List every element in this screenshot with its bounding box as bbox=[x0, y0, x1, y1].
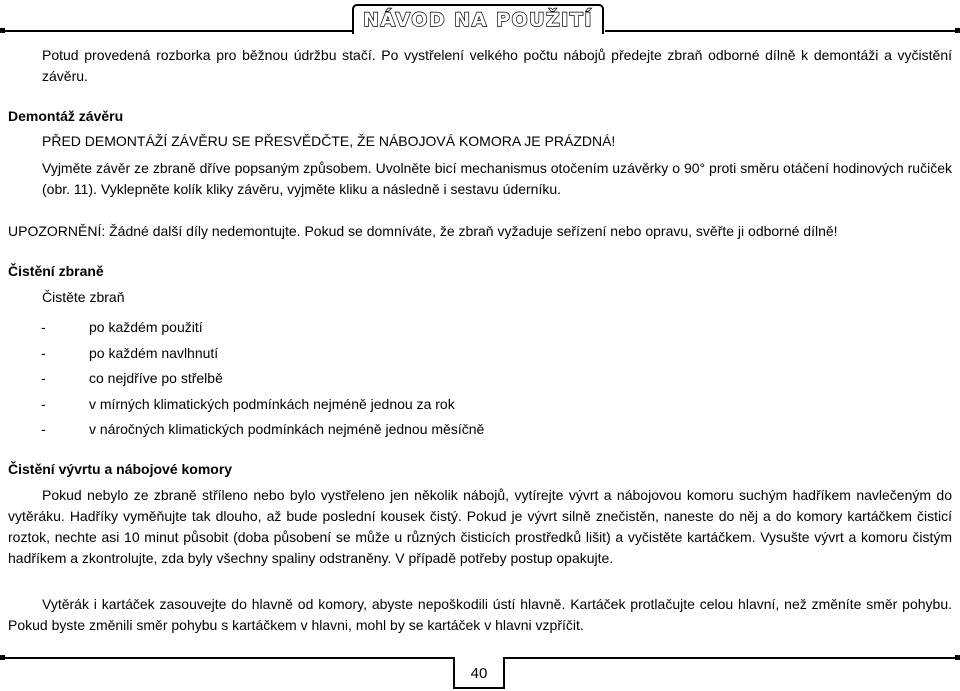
footer-marker-right bbox=[955, 655, 960, 660]
footer-rule-right bbox=[505, 657, 960, 659]
disassembly-instructions: Vyjměte závěr ze zbraně dříve popsaným způsobem. Uvolněte bicí mechanismus otočením uzávěrky o 90° proti směru otáčení hodinových ručiček (obr. 11). Vyklepněte kolík kliky závěru, vyjměte kliku a následně i sestavu úderníku. bbox=[42, 160, 952, 197]
list-item: po každém navlhnutí bbox=[89, 345, 219, 361]
list-bullet: - bbox=[41, 370, 46, 386]
header-title: NÁVOD NA POUŽITÍ bbox=[352, 4, 604, 34]
header-rule-left bbox=[0, 30, 355, 32]
bore-cleaning-paragraph-2: Vytěrák i kartáček zasouvejte do hlavně od komory, abyste nepoškodili ústí hlavně. Kartáček protlačujte celou hlavní, než změníte směr pohybu. Pokud byste změnili směr pohybu s kartáčkem v hlavni, mohl by se kartáček v hlavni vzpříčit. bbox=[8, 596, 952, 633]
section-heading-bore-cleaning: Čistění vývrtu a nábojové komory bbox=[8, 461, 233, 477]
list-item: co nejdříve po střelbě bbox=[89, 370, 223, 386]
list-bullet: - bbox=[41, 345, 46, 361]
list-bullet: - bbox=[41, 396, 46, 412]
header-marker-right bbox=[955, 28, 960, 33]
list-bullet: - bbox=[41, 421, 46, 437]
footer-rule-left bbox=[0, 657, 453, 659]
intro-line-1 bbox=[42, 45, 952, 87]
page-number: 40 bbox=[453, 657, 505, 689]
list-bullet: - bbox=[41, 319, 46, 335]
section-heading-disassembly: Demontáž závěru bbox=[8, 108, 124, 124]
footer-marker-left bbox=[0, 655, 5, 660]
header-marker-left bbox=[0, 28, 5, 33]
safety-warning: PŘED DEMONTÁŽÍ ZÁVĚRU SE PŘESVĚDČTE, ŽE NÁBOJOVÁ KOMORA JE PRÁZDNÁ! bbox=[42, 133, 616, 149]
list-item: v mírných klimatických podmínkách nejméně jednou za rok bbox=[89, 396, 455, 412]
cleaning-lead: Čistěte zbraň bbox=[42, 289, 125, 305]
list-item: po každém použití bbox=[89, 319, 203, 335]
header-rule-right bbox=[605, 30, 960, 32]
section-heading-cleaning: Čistění zbraně bbox=[8, 263, 104, 279]
list-item: v náročných klimatických podmínkách nejméně jednou měsíčně bbox=[89, 421, 485, 437]
intro-text: Potud provedená rozborka pro běžnou údržbu stačí. Po vystřelení velkého počtu nábojů předejte zbraň odborné dílně k demontáži a vyčistění závěru. bbox=[42, 47, 952, 84]
notice-text: UPOZORNĚNÍ: Žádné další díly nedemontujte. Pokud se domníváte, že zbraň vyžaduje seřízení nebo opravu, svěřte ji odborné dílně! bbox=[8, 223, 838, 239]
bore-cleaning-paragraph-1: Pokud nebylo ze zbraně stříleno nebo bylo vystřeleno jen několik nábojů, vytírejte vývrt a nábojovou komoru suchým hadříkem navlečeným do vytěráku. Hadříky vyměňujte tak dlouho, až bude poslední kousek čistý. Pokud je vývrt silně znečistěn, naneste do něj a do komory kartáčkem čisticí roztok, nechte asi 10 minut působit (doba působení se může u různých čisticích prostředků lišit) a vyčistěte kartáčkem. Vysušte vývrt a komoru čistým hadříkem a zkontrolujte, zda byly všechny spaliny odstraněny. V případě potřeby postup opakujte. bbox=[8, 487, 952, 566]
